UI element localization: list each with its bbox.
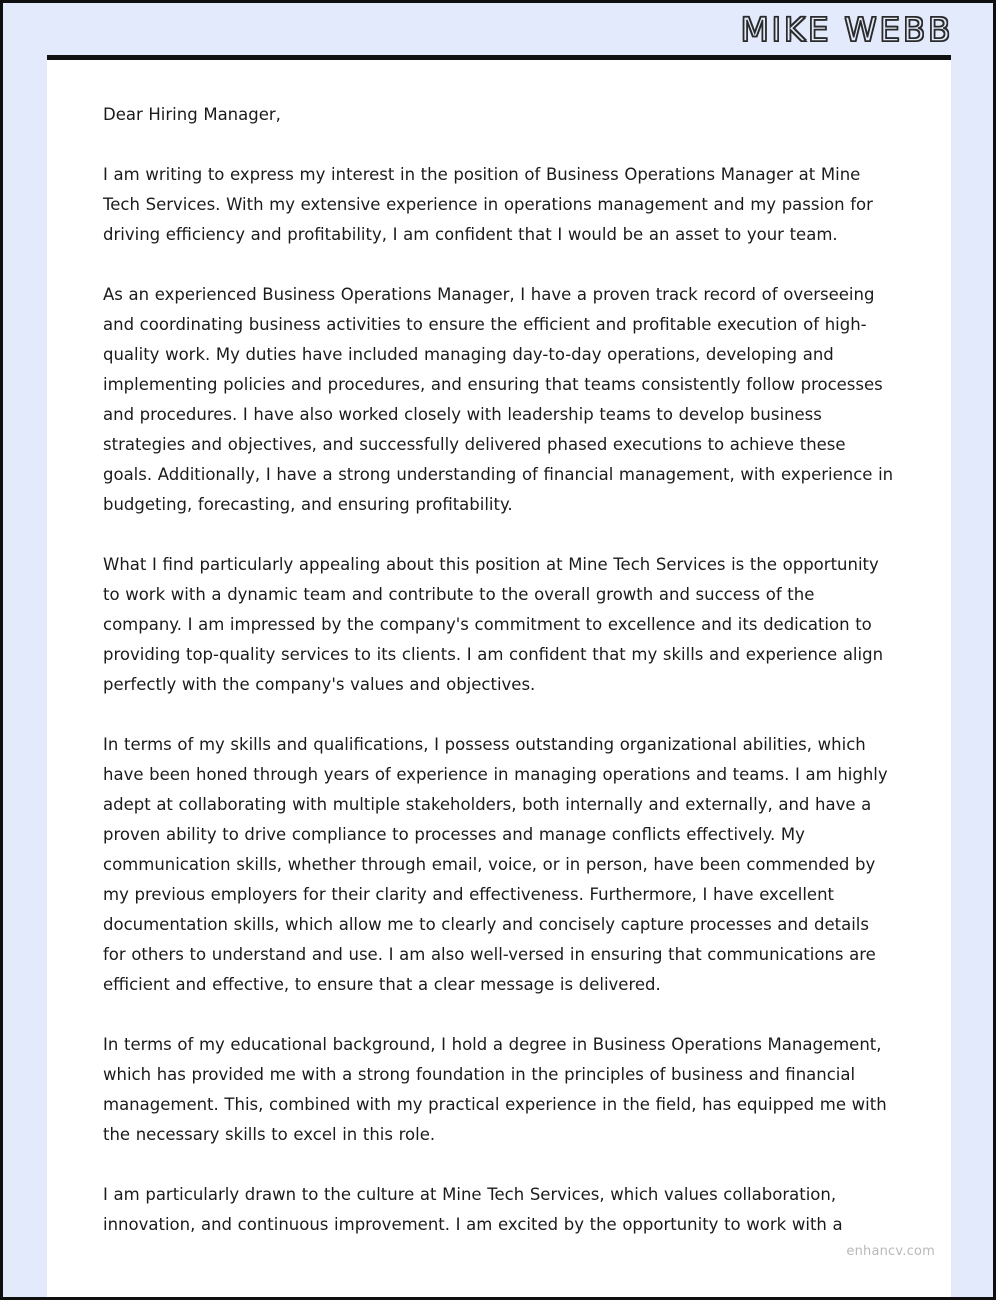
cover-letter-sheet <box>47 60 951 1300</box>
watermark-label: enhancv.com <box>846 1244 935 1259</box>
letter-paragraph: In terms of my skills and qualifications, I possess outstanding organizational abilities, which have been honed through years of experience in managing operations and teams. I am highly adept at collaborating with multiple stakeholders, both internally and externally, and have a proven ability to drive compliance to processes and manage conflicts effectively. My communication skills, whether through email, voice, or in person, have been commended by my previous employers for their clarity and effectiveness. Furthermore, I have excellent documentation skills, which allow me to clearly and concisely capture processes and details for others to understand and use. I am also well-versed in ensuring that communications are efficient and effective, to ensure that a clear message is delivered. <box>103 735 888 994</box>
letter-paragraph: I am particularly drawn to the culture at Mine Tech Services, which values collaboration, innovation, and continuous improvement. I am excited by the opportunity to work with a <box>103 1185 843 1234</box>
letter-paragraph: In terms of my educational background, I hold a degree in Business Operations Management, which has provided me with a strong foundation in the principles of business and financial management. This, combined with my practical experience in the field, has equipped me with the necessary skills to excel in this role. <box>103 1035 887 1144</box>
letter-paragraph: What I find particularly appealing about this position at Mine Tech Services is the opportunity to work with a dynamic team and contribute to the overall growth and success of the company. I am impressed by the company's commitment to excellence and its dedication to providing top-quality services to its clients. I am confident that my skills and experience align perfectly with the company's values and objectives. <box>103 555 884 694</box>
letter-paragraph: As an experienced Business Operations Manager, I have a proven track record of overseeing and coordinating business activities to ensure the efficient and profitable execution of high-quality work. My duties have included managing day-to-day operations, developing and implementing policies and procedures, and ensuring that teams consistently follow processes and procedures. I have also worked closely with leadership teams to develop business strategies and objectives, and successfully delivered phased executions to achieve these goals. Additionally, I have a strong understanding of financial management, with experience in budgeting, forecasting, and ensuring profitability. <box>103 285 894 514</box>
letter-salutation: Dear Hiring Manager, <box>103 105 281 124</box>
candidate-name: MIKE WEBB <box>740 10 953 49</box>
document-header <box>3 11 996 55</box>
letter-paragraph: I am writing to express my interest in the position of Business Operations Manager at Mine Tech Services. With my extensive experience in operations management and my passion for driving efficiency and profitability, I am confident that I would be an asset to your team. <box>103 165 873 244</box>
